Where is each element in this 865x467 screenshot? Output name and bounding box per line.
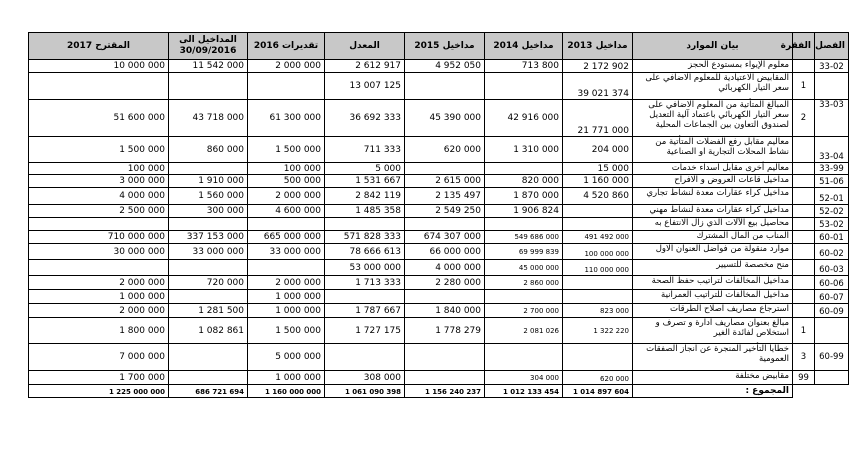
revenue-2015-cell: 674 307 000: [405, 231, 485, 244]
revenue-2013-cell: 620 000: [563, 371, 633, 385]
estimate-2016-cell: 665 000 000: [248, 231, 325, 244]
revenue-2015-cell: [405, 290, 485, 304]
average-cell: 571 828 333: [325, 231, 405, 244]
proposed-2017-cell: [29, 218, 169, 231]
proposed-2017-cell: 51 600 000: [29, 100, 169, 137]
resource-description: مقابيض مختلفة: [633, 371, 793, 385]
revenue-2013-cell: 110 000 000: [563, 260, 633, 276]
revenue-2013-cell: [563, 205, 633, 218]
section-code: 53-02: [815, 218, 849, 231]
proposed-2017-cell: 1 500 000: [29, 137, 169, 163]
proposed-2017-cell: 2 500 000: [29, 205, 169, 218]
total-estimate-2016: 1 160 000 000: [248, 385, 325, 398]
revenue-2015-cell: 2 549 250: [405, 205, 485, 218]
section-code: 60-09: [815, 304, 849, 318]
estimate-2016-cell: 1 500 000: [248, 318, 325, 344]
revenue-2013-cell: 2 172 902: [563, 60, 633, 73]
header-revenue-2013: مداخيل 2013: [563, 33, 633, 60]
header-received-line1: المداخيل الى: [179, 35, 237, 45]
revenue-2015-cell: 4 952 050: [405, 60, 485, 73]
total-revenue-2014: 1 012 133 454: [485, 385, 563, 398]
paragraph-number: [793, 188, 815, 205]
estimate-2016-cell: 61 300 000: [248, 100, 325, 137]
table-row: [29, 175, 849, 188]
header-average: المعدل: [325, 33, 405, 60]
table-row: [29, 137, 849, 163]
header-row: [29, 33, 849, 60]
estimate-2016-cell: 2 000 000: [248, 188, 325, 205]
proposed-2017-cell: [29, 260, 169, 276]
average-cell: [325, 344, 405, 371]
total-proposed-2017: 1 225 000 000: [29, 385, 169, 398]
header-proposed-2017: المقترح 2017: [29, 33, 169, 60]
header-received-2016: [169, 33, 248, 60]
received-2016-cell: [169, 163, 248, 175]
paragraph-number: 1: [793, 318, 815, 344]
total-label: المجموع :: [633, 385, 793, 398]
header-revenue-2014: مداخيل 2014: [485, 33, 563, 60]
proposed-2017-cell: 2 000 000: [29, 276, 169, 290]
section-code: 60-07: [815, 290, 849, 304]
table-row: [29, 231, 849, 244]
table-row: [29, 60, 849, 73]
header-resource: بيان الموارد: [633, 33, 793, 60]
resource-description: خطايا التأخير المنجرة عن انجاز الصفقات العمومية: [633, 344, 793, 371]
paragraph-number: 1: [793, 73, 815, 100]
revenue-2013-cell: 1 160 000: [563, 175, 633, 188]
table-row: [29, 276, 849, 290]
revenue-2014-cell: 45 000 000: [485, 260, 563, 276]
received-2016-cell: 1 082 861: [169, 318, 248, 344]
header-paragraph: الفقرة: [793, 33, 815, 60]
revenue-2015-cell: [405, 371, 485, 385]
section-code: 33-04: [815, 137, 849, 163]
paragraph-number: [793, 218, 815, 231]
proposed-2017-cell: 1 000 000: [29, 290, 169, 304]
revenue-2013-cell: 21 771 000: [563, 100, 633, 137]
revenue-2014-cell: 549 686 000: [485, 231, 563, 244]
table-row: [29, 205, 849, 218]
estimate-2016-cell: [248, 260, 325, 276]
table-row: [29, 244, 849, 260]
revenue-2013-cell: [563, 276, 633, 290]
table-row: [29, 73, 849, 100]
received-2016-cell: [169, 371, 248, 385]
total-section-blank: [815, 385, 849, 398]
average-cell: [325, 218, 405, 231]
resource-description: محاصيل بيع الآلات الذي زال الانتفاع به: [633, 218, 793, 231]
section-code: 60-03: [815, 260, 849, 276]
revenue-2015-cell: 4 000 000: [405, 260, 485, 276]
total-average: 1 061 090 398: [325, 385, 405, 398]
proposed-2017-cell: 7 000 000: [29, 344, 169, 371]
average-cell: 1 531 667: [325, 175, 405, 188]
paragraph-number: [793, 175, 815, 188]
average-cell: 711 333: [325, 137, 405, 163]
resources-table-sheet: [28, 32, 848, 398]
average-cell: 1 787 667: [325, 304, 405, 318]
received-2016-cell: 860 000: [169, 137, 248, 163]
table-row: [29, 188, 849, 205]
section-code: 60-99: [815, 344, 849, 371]
revenue-2014-cell: 69 999 839: [485, 244, 563, 260]
table-row: [29, 318, 849, 344]
resource-description: مبالغ بعنوان مصاريف ادارة و تصرف و استخلاص لفائدة الغير: [633, 318, 793, 344]
estimate-2016-cell: 1 000 000: [248, 304, 325, 318]
table-row: [29, 260, 849, 276]
average-cell: 1 713 333: [325, 276, 405, 290]
revenue-2015-cell: 2 280 000: [405, 276, 485, 290]
received-2016-cell: 33 000 000: [169, 244, 248, 260]
section-code: [815, 73, 849, 100]
revenue-2015-cell: 2 135 497: [405, 188, 485, 205]
revenue-2013-cell: 204 000: [563, 137, 633, 163]
paragraph-number: [793, 60, 815, 73]
estimate-2016-cell: 4 600 000: [248, 205, 325, 218]
received-2016-cell: [169, 260, 248, 276]
revenue-2015-cell: 45 390 000: [405, 100, 485, 137]
paragraph-number: [793, 304, 815, 318]
received-2016-cell: 337 153 000: [169, 231, 248, 244]
average-cell: 78 666 613: [325, 244, 405, 260]
estimate-2016-cell: 2 000 000: [248, 60, 325, 73]
paragraph-number: [793, 290, 815, 304]
resources-table: [28, 32, 849, 398]
table-row: [29, 344, 849, 371]
paragraph-number: [793, 163, 815, 175]
revenue-2014-cell: 2 700 000: [485, 304, 563, 318]
received-2016-cell: [169, 73, 248, 100]
received-2016-cell: [169, 344, 248, 371]
total-paragraph-blank: [793, 385, 815, 398]
resource-description: المقابيض الاعتيادية للمعلوم الاضافي على سعر التيار الكهربائي: [633, 73, 793, 100]
revenue-2013-cell: 4 520 860: [563, 188, 633, 205]
paragraph-number: [793, 231, 815, 244]
estimate-2016-cell: 5 000 000: [248, 344, 325, 371]
paragraph-number: [793, 137, 815, 163]
estimate-2016-cell: 2 000 000: [248, 276, 325, 290]
paragraph-number: 3: [793, 344, 815, 371]
revenue-2015-cell: 66 000 000: [405, 244, 485, 260]
section-code: 52-02: [815, 205, 849, 218]
estimate-2016-cell: 1 000 000: [248, 290, 325, 304]
resource-description: المناب من المال المشترك: [633, 231, 793, 244]
average-cell: [325, 290, 405, 304]
revenue-2013-cell: 491 492 000: [563, 231, 633, 244]
revenue-2014-cell: 42 916 000: [485, 100, 563, 137]
average-cell: 53 000 000: [325, 260, 405, 276]
section-code: 60-01: [815, 231, 849, 244]
revenue-2015-cell: [405, 73, 485, 100]
resource-description: مداخيل كراء عقارات معدة لنشاط مهني: [633, 205, 793, 218]
resource-description: مداخيل قاعات العروض و الافراح: [633, 175, 793, 188]
revenue-2014-cell: 1 870 000: [485, 188, 563, 205]
resource-description: منح مخصصة للتسيير: [633, 260, 793, 276]
paragraph-number: 99: [793, 371, 815, 385]
resource-description: معاليم مقابل رفع الفضلات المتأتية من نشاط المحلات التجارية او الصناعية: [633, 137, 793, 163]
estimate-2016-cell: 33 000 000: [248, 244, 325, 260]
revenue-2015-cell: 2 615 000: [405, 175, 485, 188]
received-2016-cell: [169, 218, 248, 231]
proposed-2017-cell: 2 000 000: [29, 304, 169, 318]
average-cell: 2 612 917: [325, 60, 405, 73]
header-section: الفصل: [815, 33, 849, 60]
received-2016-cell: 11 542 000: [169, 60, 248, 73]
revenue-2014-cell: 2 081 026: [485, 318, 563, 344]
received-2016-cell: [169, 290, 248, 304]
average-cell: 2 842 119: [325, 188, 405, 205]
received-2016-cell: 1 281 500: [169, 304, 248, 318]
revenue-2013-cell: [563, 218, 633, 231]
proposed-2017-cell: 1 800 000: [29, 318, 169, 344]
resource-description: معلوم الإيواء بمستودع الحجز: [633, 60, 793, 73]
proposed-2017-cell: 100 000: [29, 163, 169, 175]
resource-description: مداخيل المخالفات للتراتيب العمرانية: [633, 290, 793, 304]
revenue-2014-cell: 713 800: [485, 60, 563, 73]
average-cell: 1 727 175: [325, 318, 405, 344]
revenue-2014-cell: [485, 290, 563, 304]
table-row: [29, 163, 849, 175]
revenue-2014-cell: 304 000: [485, 371, 563, 385]
paragraph-number: [793, 205, 815, 218]
estimate-2016-cell: 100 000: [248, 163, 325, 175]
revenue-2013-cell: 823 000: [563, 304, 633, 318]
estimate-2016-cell: 1 000 000: [248, 371, 325, 385]
revenue-2014-cell: [485, 344, 563, 371]
received-2016-cell: 1 560 000: [169, 188, 248, 205]
proposed-2017-cell: 1 700 000: [29, 371, 169, 385]
proposed-2017-cell: 4 000 000: [29, 188, 169, 205]
table-row: [29, 218, 849, 231]
revenue-2014-cell: 2 860 000: [485, 276, 563, 290]
average-cell: 13 007 125: [325, 73, 405, 100]
header-received-line2: 30/09/2016: [179, 46, 237, 56]
revenue-2014-cell: 820 000: [485, 175, 563, 188]
average-cell: 5 000: [325, 163, 405, 175]
resource-description: مداخيل المخالفات لتراتيب حفظ الصحة: [633, 276, 793, 290]
section-code: [815, 371, 849, 385]
paragraph-number: 2: [793, 100, 815, 137]
revenue-2013-cell: 100 000 000: [563, 244, 633, 260]
proposed-2017-cell: 10 000 000: [29, 60, 169, 73]
resource-description: استرجاع مصاريف اصلاح الطرقات: [633, 304, 793, 318]
header-estimates-2016: تقديرات 2016: [248, 33, 325, 60]
average-cell: 308 000: [325, 371, 405, 385]
paragraph-number: [793, 276, 815, 290]
total-revenue-2013: 1 014 897 604: [563, 385, 633, 398]
table-row: [29, 304, 849, 318]
total-revenue-2015: 1 156 240 237: [405, 385, 485, 398]
revenue-2014-cell: [485, 218, 563, 231]
revenue-2013-cell: [563, 290, 633, 304]
revenue-2015-cell: [405, 218, 485, 231]
received-2016-cell: 43 718 000: [169, 100, 248, 137]
proposed-2017-cell: 710 000 000: [29, 231, 169, 244]
resource-description: المبالغ المتأتية من المعلوم الاضافي على سعر التيار الكهربائي باعتماد آلية التعديل لصندوق التعاون بين الجماعات المحلية: [633, 100, 793, 137]
received-2016-cell: 1 910 000: [169, 175, 248, 188]
paragraph-number: [793, 260, 815, 276]
section-code: 51-06: [815, 175, 849, 188]
proposed-2017-cell: [29, 73, 169, 100]
section-code: 60-06: [815, 276, 849, 290]
paragraph-number: [793, 244, 815, 260]
section-code: 52-01: [815, 188, 849, 205]
revenue-2015-cell: 620 000: [405, 137, 485, 163]
revenue-2014-cell: [485, 163, 563, 175]
revenue-2015-cell: [405, 344, 485, 371]
revenue-2014-cell: [485, 73, 563, 100]
revenue-2015-cell: 1 840 000: [405, 304, 485, 318]
revenue-2014-cell: 1 906 824: [485, 205, 563, 218]
section-code: [815, 318, 849, 344]
revenue-2013-cell: 39 021 374: [563, 73, 633, 100]
revenue-2013-cell: 1 322 220: [563, 318, 633, 344]
proposed-2017-cell: 3 000 000: [29, 175, 169, 188]
total-received-2016: 686 721 694: [169, 385, 248, 398]
estimate-2016-cell: [248, 73, 325, 100]
average-cell: 36 692 333: [325, 100, 405, 137]
section-code: 33-03: [815, 100, 849, 137]
revenue-2014-cell: 1 310 000: [485, 137, 563, 163]
estimate-2016-cell: 500 000: [248, 175, 325, 188]
total-row: [29, 385, 849, 398]
revenue-2015-cell: [405, 163, 485, 175]
revenue-2015-cell: 1 778 279: [405, 318, 485, 344]
revenue-2013-cell: 15 000: [563, 163, 633, 175]
resource-description: معاليم أخرى مقابل اسداء خدمات: [633, 163, 793, 175]
section-code: 60-02: [815, 244, 849, 260]
revenue-2013-cell: [563, 344, 633, 371]
estimate-2016-cell: [248, 218, 325, 231]
proposed-2017-cell: 30 000 000: [29, 244, 169, 260]
table-row: [29, 290, 849, 304]
estimate-2016-cell: 1 500 000: [248, 137, 325, 163]
table-row: [29, 371, 849, 385]
section-code: 33-02: [815, 60, 849, 73]
received-2016-cell: 300 000: [169, 205, 248, 218]
table-row: [29, 100, 849, 137]
average-cell: 1 485 358: [325, 205, 405, 218]
section-code: 33-99: [815, 163, 849, 175]
resource-description: موارد منقولة من فواضل العنوان الاول: [633, 244, 793, 260]
received-2016-cell: 720 000: [169, 276, 248, 290]
resource-description: مداخيل كراء عقارات معدة لنشاط تجاري: [633, 188, 793, 205]
header-revenue-2015: مداخيل 2015: [405, 33, 485, 60]
